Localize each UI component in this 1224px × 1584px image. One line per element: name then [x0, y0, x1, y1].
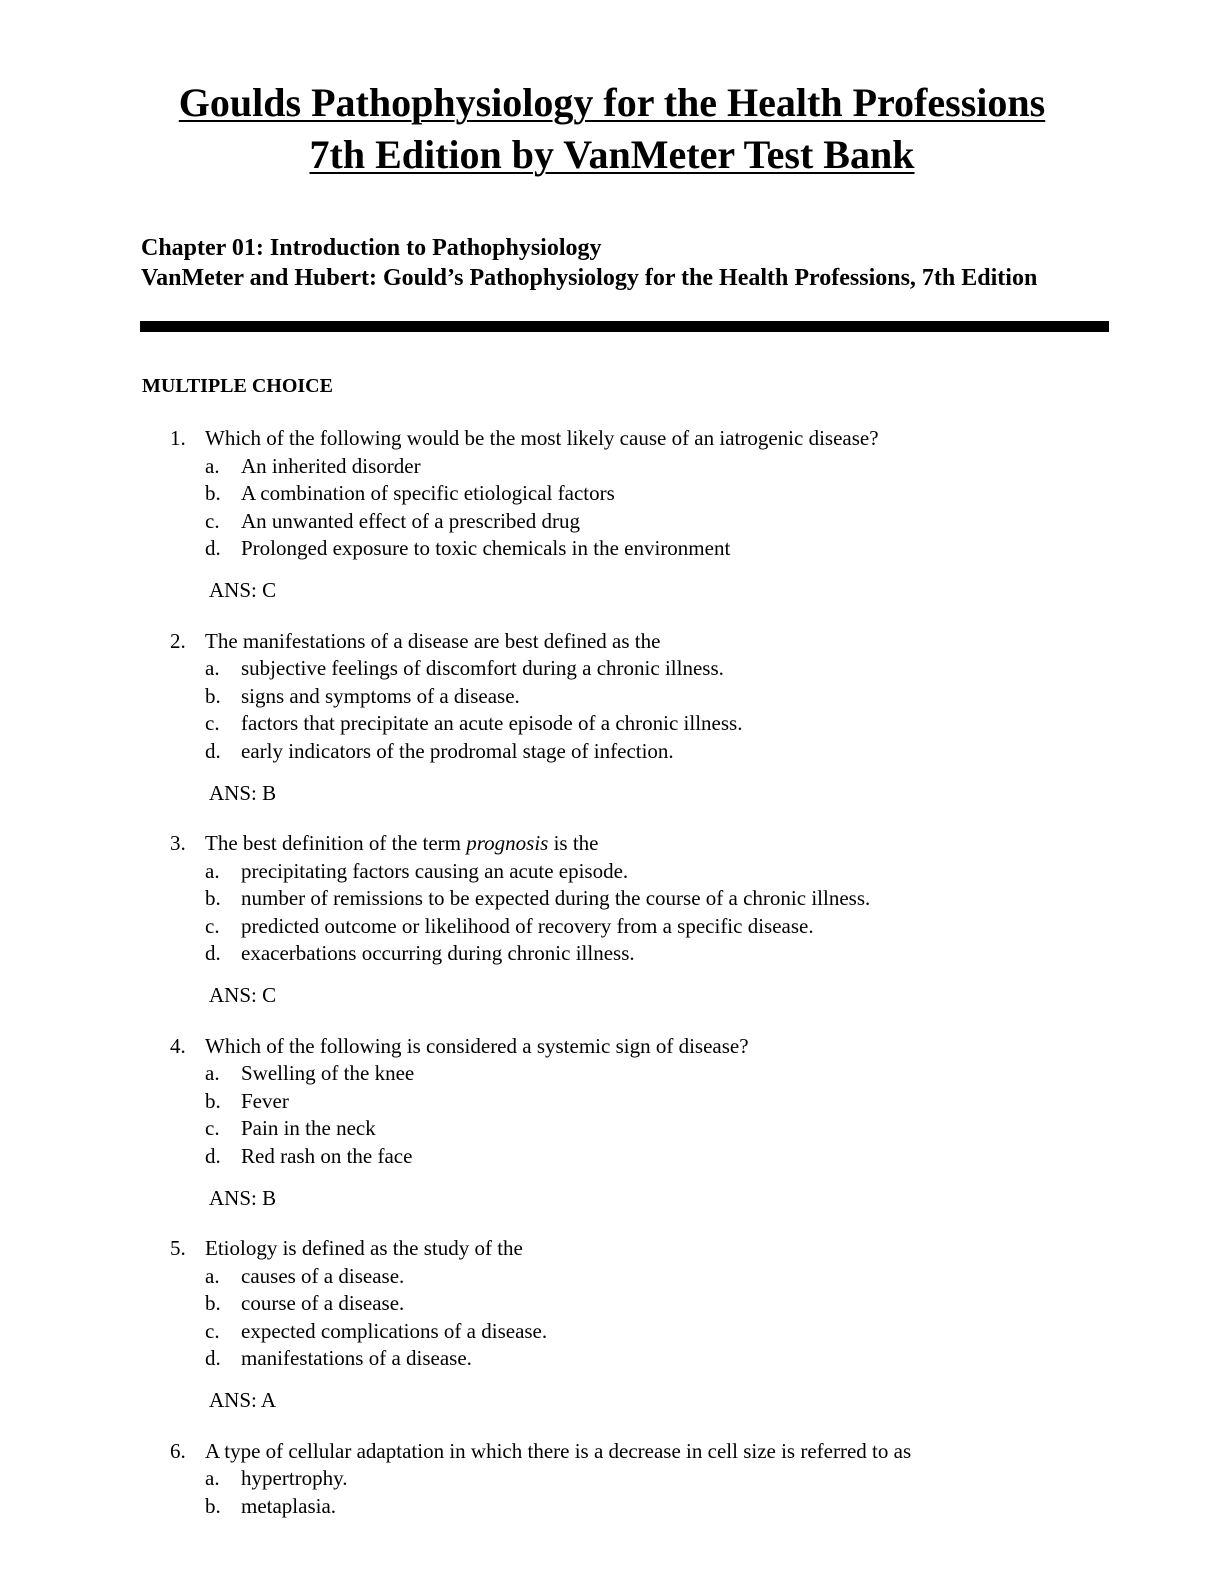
option-text: hypertrophy.: [241, 1466, 348, 1490]
question-text: [205, 628, 660, 656]
answer-option: [0, 738, 1224, 766]
question-text: [205, 1033, 749, 1061]
answer-option: [0, 453, 1224, 481]
question-number: 5.: [170, 1236, 186, 1260]
option-letter: b.: [205, 481, 221, 505]
answer-option: [0, 885, 1224, 913]
option-letter: a.: [205, 453, 220, 478]
title-line-1: Goulds Pathophysiology for the Health Professions: [178, 80, 1046, 125]
answer-option: [0, 535, 1224, 563]
option-text: predicted outcome or likelihood of recovery from a specific disease.: [241, 913, 814, 938]
option-letter: d.: [205, 1346, 221, 1370]
option-letter: a.: [205, 1263, 220, 1288]
question-item: [0, 1235, 1224, 1415]
option-text: number of remissions to be expected during the course of a chronic illness.: [241, 886, 871, 910]
option-letter: b.: [205, 886, 221, 910]
question-row: [0, 1033, 1224, 1061]
answer-option: [0, 655, 1224, 683]
option-text: signs and symptoms of a disease.: [241, 683, 520, 708]
option-text: subjective feelings of discomfort during a chronic illness.: [241, 656, 724, 680]
question-text-main: A type of cellular adaptation in which there is a decrease in cell size is referred to as: [205, 1438, 912, 1463]
answer-option: [0, 1263, 1224, 1291]
option-letter: c.: [205, 508, 220, 533]
option-text: Red rash on the face: [241, 1143, 413, 1168]
question-number: 1.: [170, 426, 186, 450]
question-text: [205, 1235, 523, 1263]
answer-option: [0, 940, 1224, 968]
question-row: [0, 425, 1224, 453]
option-letter: d.: [205, 941, 221, 965]
answer-option: [0, 1143, 1224, 1171]
question-text: [205, 425, 879, 453]
question-text-main: Which of the following is considered a systemic sign of disease?: [205, 1033, 749, 1058]
option-letter: c.: [205, 1318, 220, 1343]
question-item: [0, 1438, 1224, 1521]
title-line-2: 7th Edition by VanMeter Test Bank: [309, 132, 915, 177]
divider-bar: [140, 321, 1109, 332]
question-row: [0, 1235, 1224, 1263]
answer-option: [0, 1290, 1224, 1318]
option-letter: b.: [205, 683, 221, 708]
answer-option: [0, 710, 1224, 738]
question-item: [0, 830, 1224, 1010]
question-text-main: Which of the following would be the most likely cause of an iatrogenic disease?: [205, 426, 879, 450]
question-item: [0, 425, 1224, 605]
question-text-main: Etiology is defined as the study of the: [205, 1236, 523, 1260]
option-letter: c.: [205, 711, 220, 735]
option-text: An inherited disorder: [241, 453, 421, 478]
answer-option: [0, 1060, 1224, 1088]
document-title: [0, 77, 1224, 181]
answer-option: [0, 913, 1224, 941]
option-text: factors that precipitate an acute episode of a chronic illness.: [241, 711, 743, 735]
chapter-heading: Chapter 01: Introduction to Pathophysiology: [141, 235, 602, 261]
option-letter: b.: [205, 1291, 221, 1315]
option-letter: d.: [205, 738, 221, 763]
option-letter: a.: [205, 858, 220, 883]
question-row: [0, 628, 1224, 656]
option-letter: c.: [205, 1116, 220, 1140]
option-text: precipitating factors causing an acute episode.: [241, 858, 629, 883]
option-letter: a.: [205, 1466, 220, 1490]
answer-option: [0, 1088, 1224, 1116]
option-letter: d.: [205, 536, 221, 560]
section-label: MULTIPLE CHOICE: [142, 375, 333, 397]
option-text: early indicators of the prodromal stage of infection.: [241, 738, 674, 763]
answer-option: [0, 1345, 1224, 1373]
answer-key: ANS: C: [209, 983, 277, 1007]
option-text: course of a disease.: [241, 1291, 405, 1315]
option-letter: c.: [205, 913, 220, 938]
option-text: Prolonged exposure to toxic chemicals in the environment: [241, 536, 731, 560]
option-letter: d.: [205, 1143, 221, 1168]
option-letter: b.: [205, 1088, 221, 1113]
question-number: 6.: [170, 1438, 186, 1463]
question-text-main: The manifestations of a disease are best defined as the: [205, 628, 661, 653]
option-text: Pain in the neck: [241, 1116, 376, 1140]
answer-option: [0, 1115, 1224, 1143]
question-number: 2.: [170, 628, 186, 653]
question-list: [0, 425, 1224, 1543]
question-item: [0, 628, 1224, 808]
option-text: A combination of specific etiological factors: [241, 481, 615, 505]
option-text: causes of a disease.: [241, 1263, 405, 1288]
question-text-end: is the: [548, 831, 599, 855]
option-letter: a.: [205, 656, 220, 680]
answer-option: [0, 1465, 1224, 1493]
answer-option: [0, 480, 1224, 508]
chapter-header: [141, 234, 1101, 293]
question-row: [0, 1438, 1224, 1466]
option-letter: a.: [205, 1061, 220, 1085]
answer-key: ANS: C: [209, 578, 277, 602]
answer-option: [0, 858, 1224, 886]
answer-key: ANS: B: [209, 780, 277, 805]
option-text: An unwanted effect of a prescribed drug: [241, 508, 580, 533]
question-row: [0, 830, 1224, 858]
question-text-italic: prognosis: [466, 831, 549, 855]
option-text: exacerbations occurring during chronic illness.: [241, 941, 635, 965]
question-item: [0, 1033, 1224, 1213]
answer-key: ANS: B: [209, 1185, 277, 1210]
question-text-main: The best definition of the term: [205, 831, 467, 855]
option-text: expected complications of a disease.: [241, 1318, 548, 1343]
answer-key: ANS: A: [209, 1388, 277, 1412]
option-letter: b.: [205, 1493, 221, 1518]
answer-option: [0, 1493, 1224, 1521]
option-text: manifestations of a disease.: [241, 1346, 472, 1370]
question-text: [205, 830, 599, 858]
option-text: metaplasia.: [241, 1493, 337, 1518]
option-text: Fever: [241, 1088, 289, 1113]
answer-option: [0, 683, 1224, 711]
option-text: Swelling of the knee: [241, 1061, 415, 1085]
answer-option: [0, 508, 1224, 536]
question-number: 4.: [170, 1033, 186, 1058]
question-number: 3.: [170, 831, 186, 855]
chapter-subheading: VanMeter and Hubert: Gould’s Pathophysiology for the Health Professions, 7th Edition: [141, 264, 1038, 291]
answer-option: [0, 1318, 1224, 1346]
question-text: [205, 1438, 911, 1466]
